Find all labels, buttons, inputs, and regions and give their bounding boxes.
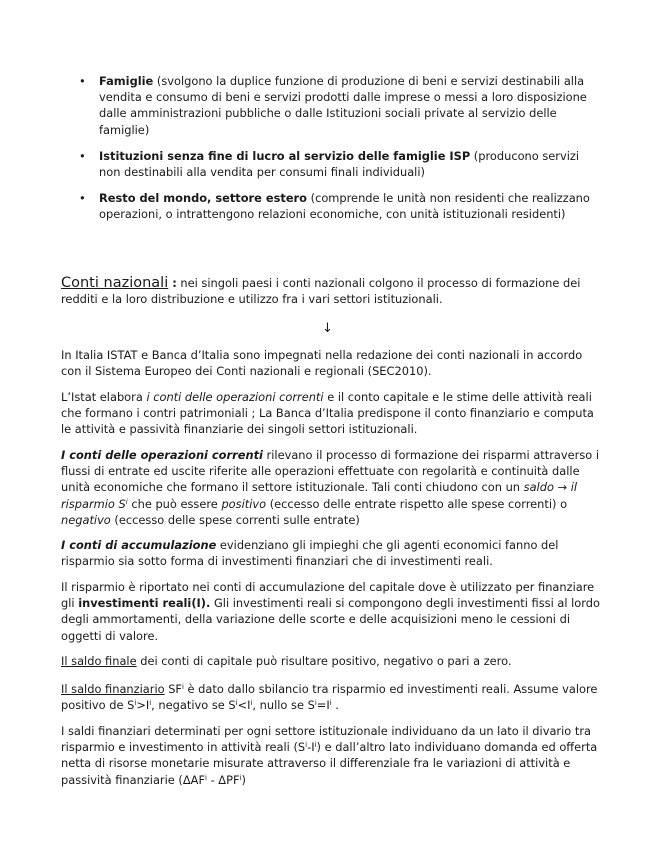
superscript: i	[181, 683, 184, 691]
underlined-term: Il saldo finanziario	[61, 682, 165, 696]
text-part: (eccesso delle entrate rispetto alle spese correnti) o	[266, 496, 568, 511]
list-item	[79, 73, 599, 138]
bullet-icon: •	[79, 191, 86, 206]
list-item-text: (producono servizi non destinabili alla vendita per consumi finali individuali)	[99, 148, 580, 180]
underlined-term: Il saldo finale	[61, 654, 137, 668]
text-part: )	[241, 772, 246, 787]
list-item-title: Istituzioni senza fine di lucro al servizio delle famiglie ISP	[99, 148, 471, 163]
text-part: che può essere	[127, 496, 222, 511]
superscript: i	[235, 699, 238, 708]
text-part: =I	[316, 698, 330, 713]
superscript: i	[329, 699, 332, 708]
paragraph-text: In Italia ISTAT e Banca d’Italia sono impegnati nella redazione dei conti nazionali in accordo con il Sistema Europeo dei Conti nazionali e regionali (SEC2010).	[61, 348, 583, 379]
paragraph-heading: I conti delle operazioni correnti	[61, 448, 263, 462]
superscript: i	[305, 741, 308, 750]
down-arrow-icon: ↓	[322, 321, 333, 336]
list-item	[79, 190, 599, 222]
section-title-colon: :	[168, 276, 177, 290]
saldo-term: saldo → il risparmio S	[61, 480, 578, 511]
superscript: i	[125, 497, 128, 506]
accumulazione-paragraph	[61, 537, 606, 569]
text-part: , nullo se S	[252, 698, 315, 713]
saldi-finanziari-paragraph	[61, 723, 606, 788]
text-part: (eccesso delle spese correnti sulle entrate)	[110, 512, 360, 527]
italic-term: i conti delle operazioni correnti	[146, 390, 324, 404]
list-item-title: Resto del mondo, settore estero	[99, 191, 307, 206]
text-part: -I	[307, 740, 315, 755]
section-title: Conti nazionali	[61, 275, 169, 291]
list-item-text: (comprende le unità non residenti che realizzano operazioni, o intrattengono relazioni economiche, con unità istituzionali residenti)	[99, 191, 590, 222]
bullet-icon: •	[79, 148, 86, 163]
conti-nazionali-paragraph	[61, 275, 606, 307]
istat-paragraph	[61, 347, 606, 379]
saldo-finale-paragraph	[61, 653, 606, 669]
text-part: evidenziano gli impieghi che gli agenti economici fanno del risparmio sia sotto forma di investimenti finanziari che di investimenti reali.	[61, 538, 559, 569]
paragraph-heading: I conti di accumulazione	[61, 538, 217, 552]
superscript: i	[250, 699, 253, 708]
text-part: Gli investimenti reali si compongono degli investimenti fissi al lordo degli ammortamenti, della variazione delle scorte e delle acquisizioni meno le cessioni di oggetti di valore.	[61, 596, 600, 643]
superscript: i	[149, 699, 152, 708]
superscript: i	[239, 773, 242, 782]
list-item-title: Famiglie	[99, 74, 154, 88]
text-part: SF	[164, 682, 182, 696]
superscript: i	[205, 773, 207, 782]
istat-elabora-paragraph	[61, 389, 606, 438]
text-part: dei conti di capitale può risultare positivo, negativo o pari a zero.	[136, 654, 512, 668]
operazioni-correnti-paragraph	[61, 447, 606, 528]
text-part: <I	[237, 698, 251, 713]
negativo-term: negativo	[61, 512, 111, 527]
text-part: , negativo se S	[151, 698, 236, 713]
sector-list	[79, 73, 599, 233]
superscript: i	[134, 699, 137, 708]
text-part: .	[331, 698, 339, 713]
text-part: >I	[136, 698, 150, 713]
superscript: i	[314, 699, 317, 708]
text-part: ) e dall’altro lato individuano domanda ed offerta netta di risorse monetarie misurate attraverso il differenziale fra le variazioni di attività e passività finanziarie (ΔAF	[61, 740, 598, 787]
text-part: - ΔPF	[206, 772, 240, 787]
list-item-text: (svolgono la duplice funzione di produzione di beni e servizi destinabili alla vendita e consumo di beni e servizi prodotti dalle imprese o messi a loro disposizione dalle amministrazioni pubbliche o dalle Istituzioni sociali private al servizio delle famiglie)	[99, 74, 587, 137]
bullet-icon: •	[79, 74, 86, 88]
list-item	[79, 148, 599, 180]
text-part: è dato dallo sbilancio tra risparmio ed investimenti reali. Assume valore positivo de S	[61, 682, 598, 713]
text-part: e il conto capitale e le stime delle attività reali che formano i contri patrimoniali ; La Banca d’Italia predispone il conto finanziario e computa le attività e passività finanziarie dei singoli settori istituzionali.	[61, 390, 594, 437]
section-text: nei singoli paesi i conti nazionali colgono il processo di formazione dei redditi e la loro distribuzione e utilizzo fra i vari settori istituzionali.	[61, 276, 581, 307]
text-part: Il risparmio è riportato nei conti di accumulazione del capitale dove è utilizzato per finanziare gli	[61, 580, 595, 611]
text-part: L’Istat elabora	[61, 390, 147, 404]
positivo-term: positivo	[221, 496, 267, 511]
bold-term: investimenti reali(I).	[78, 596, 211, 611]
text-part: I saldi finanziari determinati per ogni settore istituzionale individuano da un lato il divario tra risparmio e investimento in attività reali (S	[61, 724, 591, 755]
saldo-finanziario-paragraph	[61, 681, 606, 713]
text-part: rilevano il processo di formazione dei risparmi attraverso i flussi di entrate ed uscite riferite alle operazioni effettuate con regolarità e continuità dalle unità economiche che formano il settore istituzionale. Tali conti chiudono con un	[61, 448, 600, 495]
risparmio-paragraph	[61, 579, 606, 644]
superscript: i	[314, 741, 317, 750]
